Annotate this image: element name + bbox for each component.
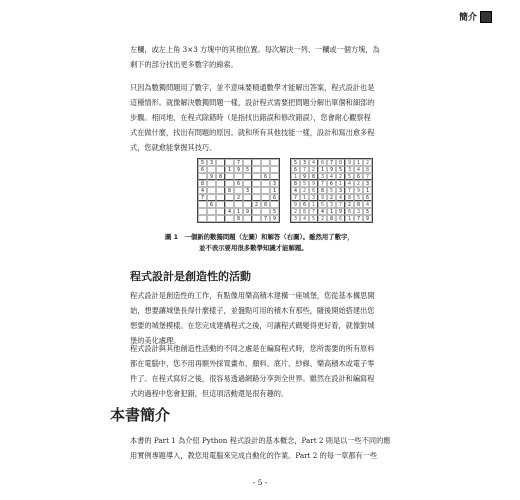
sudoku-cell: 3	[363, 180, 372, 187]
sudoku-cell: 1	[300, 194, 309, 201]
sudoku-cell: 8	[354, 201, 363, 208]
sudoku-cell	[225, 194, 234, 201]
sudoku-cell	[252, 166, 261, 173]
sudoku-cell	[216, 215, 225, 222]
sudoku-cell: 1	[327, 208, 336, 215]
sudoku-cell	[261, 187, 270, 194]
sudoku-cell: 4	[198, 187, 207, 194]
book-icon	[480, 11, 492, 23]
sudoku-cell: 1	[354, 159, 363, 166]
sudoku-cell: 3	[336, 187, 345, 194]
sudoku-cell: 5	[318, 201, 327, 208]
section-heading: 程式設計是創造性的活動	[130, 270, 251, 283]
sudoku-cell	[234, 187, 243, 194]
sudoku-cell	[270, 159, 279, 166]
sudoku-cell: 6	[309, 187, 318, 194]
sudoku-cell: 5	[198, 159, 207, 166]
sudoku-cell: 8	[345, 194, 354, 201]
sudoku-cell: 9	[336, 208, 345, 215]
paragraph-2	[130, 80, 408, 155]
sudoku-cell: 8	[300, 208, 309, 215]
paragraph-3	[130, 288, 408, 348]
sudoku-cell: 3	[327, 201, 336, 208]
sudoku-cell	[234, 201, 243, 208]
sudoku-cell: 8	[225, 187, 234, 194]
sudoku-cell: 1	[363, 187, 372, 194]
sudoku-solution-grid	[290, 158, 373, 223]
sudoku-cell: 8	[318, 187, 327, 194]
sudoku-cell: 1	[291, 173, 300, 180]
sudoku-cell	[252, 215, 261, 222]
sudoku-cell	[225, 201, 234, 208]
sudoku-cell: 3	[309, 194, 318, 201]
sudoku-cell: 5	[270, 208, 279, 215]
sudoku-cell: 5	[243, 166, 252, 173]
sudoku-cell	[207, 180, 216, 187]
sudoku-cell: 2	[318, 215, 327, 222]
sudoku-cell	[216, 208, 225, 215]
sudoku-cell	[270, 201, 279, 208]
sudoku-cell: 4	[291, 187, 300, 194]
sudoku-cell: 6	[345, 208, 354, 215]
text-line: 程式設計與其他創造性活動的不同之處是在編寫程式時，您所需要的所有原料	[130, 344, 375, 353]
sudoku-puzzle-grid	[197, 158, 280, 223]
sudoku-cell: 5	[345, 173, 354, 180]
sudoku-cell: 1	[336, 180, 345, 187]
sudoku-cell	[252, 180, 261, 187]
sudoku-cell: 8	[216, 173, 225, 180]
sudoku-cell: 4	[363, 201, 372, 208]
sudoku-cell	[207, 166, 216, 173]
sudoku-cell: 3	[207, 159, 216, 166]
sudoku-cell	[243, 194, 252, 201]
sudoku-cell: 7	[291, 194, 300, 201]
sudoku-cell: 2	[363, 159, 372, 166]
sudoku-cell: 4	[327, 173, 336, 180]
sudoku-cell: 7	[261, 215, 270, 222]
text-line: 件了。在程式寫好之後，很容易透過網路分享到全世界。雖然在設計和編寫程	[130, 374, 375, 383]
sudoku-cell: 2	[345, 201, 354, 208]
sudoku-cell	[225, 173, 234, 180]
sudoku-cell	[252, 187, 261, 194]
sudoku-cell	[252, 173, 261, 180]
sudoku-cell: 6	[207, 201, 216, 208]
sudoku-cell: 6	[291, 166, 300, 173]
sudoku-cell	[261, 159, 270, 166]
sudoku-cell	[198, 215, 207, 222]
sudoku-cell	[243, 159, 252, 166]
sudoku-cell: 4	[354, 166, 363, 173]
sudoku-cell: 3	[300, 159, 309, 166]
text-line: 始，想要讓城堡長得什麼樣子，並盤點可用的積木有那些，隨後開始搭建出您	[130, 306, 375, 315]
sudoku-cell: 8	[336, 159, 345, 166]
sudoku-cell	[207, 187, 216, 194]
sudoku-cell: 2	[327, 194, 336, 201]
sudoku-cell: 5	[336, 166, 345, 173]
paragraph-4	[130, 341, 408, 401]
sudoku-cell: 2	[354, 180, 363, 187]
sudoku-cell: 5	[291, 159, 300, 166]
sudoku-cell	[252, 208, 261, 215]
sudoku-cell	[261, 208, 270, 215]
sudoku-cell: 6	[318, 159, 327, 166]
sudoku-cell: 5	[327, 187, 336, 194]
sudoku-cell: 8	[309, 173, 318, 180]
sudoku-cell: 8	[363, 166, 372, 173]
sudoku-cell	[216, 201, 225, 208]
sudoku-cell: 9	[243, 208, 252, 215]
text-line: 程式設計是創造性的工作，有點像用樂高積木建構一座城堡，您從基本構思開	[130, 291, 375, 300]
sudoku-cell	[216, 166, 225, 173]
sudoku-cell	[243, 173, 252, 180]
sudoku-cell: 2	[234, 194, 243, 201]
text-line: 都在電腦中，您不用再額外採買畫布、顏料、底片、紗線、樂高積木或電子零	[130, 359, 375, 368]
sudoku-cell: 7	[318, 180, 327, 187]
sudoku-cell: 3	[291, 215, 300, 222]
sudoku-cell: 1	[318, 166, 327, 173]
sudoku-cell: 3	[345, 166, 354, 173]
sudoku-cell	[207, 194, 216, 201]
sudoku-cell: 2	[300, 187, 309, 194]
page-number: - 5 -	[252, 478, 268, 487]
sudoku-cell: 1	[225, 166, 234, 173]
sudoku-cell: 9	[354, 187, 363, 194]
chapter-heading: 本書簡介	[110, 406, 171, 424]
sudoku-cell	[225, 180, 234, 187]
sudoku-cell	[225, 215, 234, 222]
text-line: 這種情形。就像解決數獨問題一樣，設計程式需要把問題分解出單個和細部的	[130, 98, 375, 107]
sudoku-cell: 1	[234, 208, 243, 215]
text-line: 用實例專題導入，教您用電腦來完成自動化的作業。Part 2 的每一章都有一些	[130, 451, 378, 460]
sudoku-cell	[216, 159, 225, 166]
sudoku-cell: 9	[327, 166, 336, 173]
sudoku-cell	[216, 194, 225, 201]
sudoku-cell	[198, 201, 207, 208]
sudoku-cell: 1	[345, 215, 354, 222]
sudoku-cell: 7	[234, 159, 243, 166]
sudoku-cell: 2	[252, 201, 261, 208]
sudoku-figure	[197, 158, 373, 223]
sudoku-cell: 4	[336, 194, 345, 201]
paragraph-1	[130, 42, 408, 72]
sudoku-cell: 9	[318, 194, 327, 201]
sudoku-cell: 7	[300, 166, 309, 173]
sudoku-cell: 5	[309, 215, 318, 222]
sudoku-cell: 6	[270, 194, 279, 201]
text-line: 左欄，或左上角 3×3 方塊中的其他位置。每次解決一列、一欄或一個方塊，為	[130, 45, 380, 54]
caption-line: 並不表示要用很多數學知識才能解題。	[199, 244, 308, 252]
sudoku-cell: 8	[261, 201, 270, 208]
sudoku-cell	[243, 215, 252, 222]
text-line: 堡的美化處理。	[130, 336, 181, 345]
sudoku-cell: 9	[270, 215, 279, 222]
sudoku-cell: 3	[270, 180, 279, 187]
sudoku-cell: 7	[363, 173, 372, 180]
sudoku-cell	[270, 173, 279, 180]
sudoku-cell: 9	[291, 201, 300, 208]
sudoku-cell	[216, 180, 225, 187]
sudoku-cell: 9	[309, 180, 318, 187]
text-line: 式，您就愈能掌握其技巧。	[130, 143, 217, 152]
sudoku-cell	[243, 201, 252, 208]
sudoku-cell: 2	[309, 166, 318, 173]
sudoku-cell: 7	[198, 194, 207, 201]
sudoku-cell: 3	[318, 173, 327, 180]
sudoku-cell: 6	[234, 180, 243, 187]
sudoku-cell: 5	[363, 208, 372, 215]
figure-caption	[165, 232, 395, 254]
sudoku-cell	[234, 173, 243, 180]
sudoku-cell	[261, 166, 270, 173]
sudoku-cell: 8	[198, 180, 207, 187]
sudoku-cell	[243, 180, 252, 187]
sudoku-cell	[270, 166, 279, 173]
sudoku-cell: 9	[345, 159, 354, 166]
text-line: 式在做什麼，找出有問題的原因。就和所有其他技能一樣，設計和寫出愈多程	[130, 128, 375, 137]
sudoku-cell: 9	[207, 173, 216, 180]
sudoku-cell	[252, 194, 261, 201]
sudoku-cell: 7	[336, 201, 345, 208]
sudoku-cell: 7	[309, 208, 318, 215]
sudoku-cell: 1	[309, 201, 318, 208]
sudoku-cell	[198, 173, 207, 180]
sudoku-cell: 4	[318, 208, 327, 215]
sudoku-cell: 7	[327, 159, 336, 166]
sudoku-cell	[198, 208, 207, 215]
sudoku-cell: 6	[300, 201, 309, 208]
text-line: 式的過程中您會犯錯，但這項活動還是很有趣的。	[130, 389, 289, 398]
sudoku-cell: 9	[300, 173, 309, 180]
text-line: 只因為數獨問題用了數字，並不意味要精通數學才能解出答案，程式設計也是	[130, 83, 375, 92]
sudoku-cell: 4	[309, 159, 318, 166]
sudoku-cell: 8	[291, 180, 300, 187]
sudoku-cell: 7	[354, 215, 363, 222]
sudoku-cell: 5	[354, 194, 363, 201]
header-section-label	[459, 10, 492, 23]
sudoku-cell: 2	[291, 208, 300, 215]
sudoku-cell	[252, 159, 261, 166]
header-title: 簡介	[458, 13, 477, 23]
sudoku-cell: 5	[300, 180, 309, 187]
sudoku-cell: 6	[354, 173, 363, 180]
sudoku-cell: 8	[327, 215, 336, 222]
sudoku-cell: 6	[261, 173, 270, 180]
sudoku-cell: 2	[336, 173, 345, 180]
caption-line: 圖 1 一個新的數獨問題（左圖）和解答（右圖）。雖然用了數字，	[165, 233, 354, 241]
sudoku-cell	[261, 194, 270, 201]
sudoku-cell: 6	[327, 180, 336, 187]
sudoku-cell: 4	[300, 215, 309, 222]
text-line: 剩下的部分找出更多數字的線索。	[130, 60, 238, 69]
sudoku-cell: 4	[345, 180, 354, 187]
sudoku-cell: 9	[363, 215, 372, 222]
sudoku-cell: 7	[345, 187, 354, 194]
sudoku-cell	[261, 180, 270, 187]
sudoku-cell: 1	[270, 187, 279, 194]
sudoku-cell	[216, 187, 225, 194]
sudoku-cell: 6	[336, 215, 345, 222]
sudoku-cell: 9	[234, 166, 243, 173]
sudoku-cell	[207, 215, 216, 222]
sudoku-cell	[225, 159, 234, 166]
paragraph-5	[130, 433, 408, 463]
sudoku-cell: 8	[234, 215, 243, 222]
sudoku-cell: 3	[354, 208, 363, 215]
text-line: 步驟。相同地，在程式除錯時（是指找出錯誤和修改錯誤），您會耐心觀察程	[130, 113, 371, 122]
sudoku-cell: 6	[363, 194, 372, 201]
text-line: 本書的 Part 1 為介紹 Python 程式設計的基本概念，Part 2 則是以一些不同的應	[130, 436, 391, 445]
sudoku-cell: 3	[243, 187, 252, 194]
text-line: 想要的城堡模樣。在您完成建構程式之後，可讓程式碼變得更好看，就像對城	[130, 321, 375, 330]
sudoku-cell: 4	[225, 208, 234, 215]
sudoku-cell: 6	[198, 166, 207, 173]
sudoku-cell	[207, 208, 216, 215]
